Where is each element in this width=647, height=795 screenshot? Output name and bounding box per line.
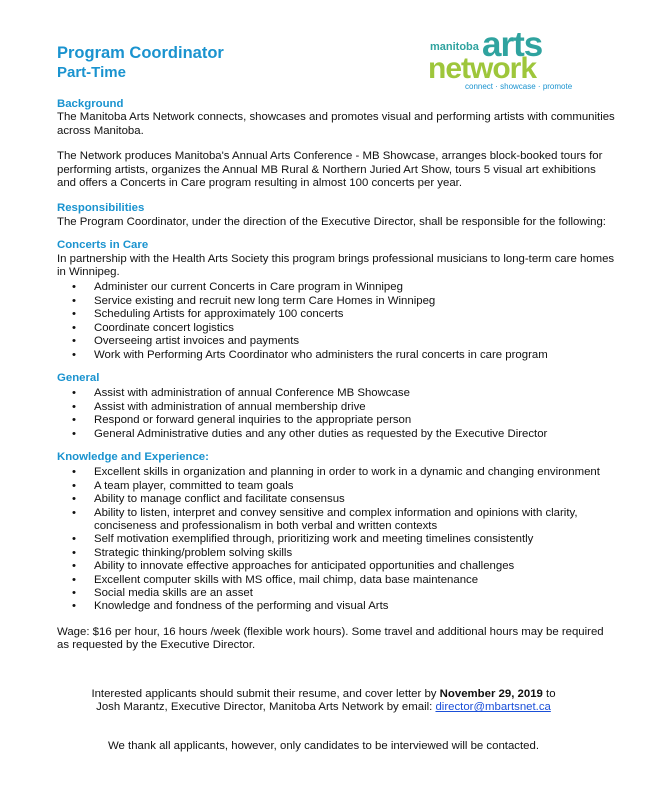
list-item: • Excellent skills in organization and planning in order to work in a dynamic and changing environment [94,466,617,479]
logo-network-text: network [428,52,537,85]
list-item: • Self motivation exemplified through, prioritizing work and meeting timelines consistently [94,533,617,546]
page-title: Program Coordinator [57,44,224,62]
logo-tagline-text: connect · showcase · promote [465,82,573,91]
responsibilities-text: The Program Coordinator, under the direction of the Executive Director, shall be responsible for the following: [57,215,606,228]
list-item: • Strategic thinking/problem solving skills [94,547,617,560]
list-item: • Respond or forward general inquiries to the appropriate person [94,414,617,427]
wage-text: Wage: $16 per hour, 16 hours /week (flexible work hours). Some travel and additional hours may be required as requested by the Executive Director. [57,625,604,652]
knowledge-heading: Knowledge and Experience: [57,450,209,463]
manitoba-arts-network-logo [428,26,588,92]
list-item: • General Administrative duties and any other duties as requested by the Executive Director [94,428,617,441]
apply-instructions [0,688,647,715]
email-link[interactable]: director@mbartsnet.ca [435,701,551,714]
knowledge-list [57,466,617,613]
title-block [57,44,224,82]
thanks-note: We thank all applicants, however, only candidates to be interviewed will be contacted. [108,740,539,752]
logo-manitoba-text: manitoba [430,41,479,53]
list-item: • Ability to listen, interpret and convey sensitive and complex information and opinions with clarity, conciseness and professionalism in both verbal and written contexts [94,507,617,534]
list-item: • Coordinate concert logistics [94,322,617,335]
apply-line-1 [0,688,647,701]
list-item: • Ability to manage conflict and facilitate consensus [94,493,617,506]
background-heading: Background [57,98,124,110]
deadline-date: November 29, 2019 [439,688,543,700]
apply-line-2-prefix: Josh Marantz, Executive Director, Manitoba Arts Network by email: [96,701,436,714]
list-item: • Administer our current Concerts in Care program in Winnipeg [94,281,617,294]
list-item: • Overseeing artist invoices and payments [94,335,617,348]
list-item: • Ability to innovate effective approaches for anticipated opportunities and challenges [94,560,617,573]
list-item: • Excellent computer skills with MS office, mail chimp, data base maintenance [94,574,617,587]
concerts-list [57,281,617,361]
apply-line-1-suffix: to [542,688,556,700]
list-item: • Assist with administration of annual Conference MB Showcase [94,387,617,400]
list-item: • Knowledge and fondness of the performing and visual Arts [94,600,617,613]
responsibilities-heading: Responsibilities [57,202,145,215]
apply-line-1-prefix: Interested applicants should submit their resume, and cover letter by [91,688,440,700]
list-item: • Service existing and recruit new long term Care Homes in Winnipeg [94,295,617,308]
list-item: • Assist with administration of annual membership drive [94,401,617,414]
general-heading: General [57,371,100,384]
posting-body [57,98,617,653]
concerts-heading: Concerts in Care [57,239,149,252]
logo-arts-text: arts [482,26,543,64]
apply-line-2 [0,701,647,714]
background-paragraph-2: The Network produces Manitoba's Annual Arts Conference - MB Showcase, arranges block-booked tours for performing artists, organizes the Annual MB Rural & Northern Juried Art Show, tours 5 visual art exhibitions and offers a Concerts in Care program resulting in almost 100 concerts per year. [57,150,603,190]
list-item: • Social media skills are an asset [94,587,617,600]
list-item: • A team player, committed to team goals [94,480,617,493]
list-item: • Scheduling Artists for approximately 100 concerts [94,308,617,321]
concerts-intro: In partnership with the Health Arts Society this program brings professional musicians to long-term care homes in Winnipeg. [57,252,615,279]
page-subtitle: Part-Time [57,64,126,81]
background-paragraph-1: The Manitoba Arts Network connects, showcases and promotes visual and performing artists with communities across Manitoba. [57,111,615,137]
general-list [57,387,617,441]
list-item: • Work with Performing Arts Coordinator who administers the rural concerts in care program [94,349,617,362]
